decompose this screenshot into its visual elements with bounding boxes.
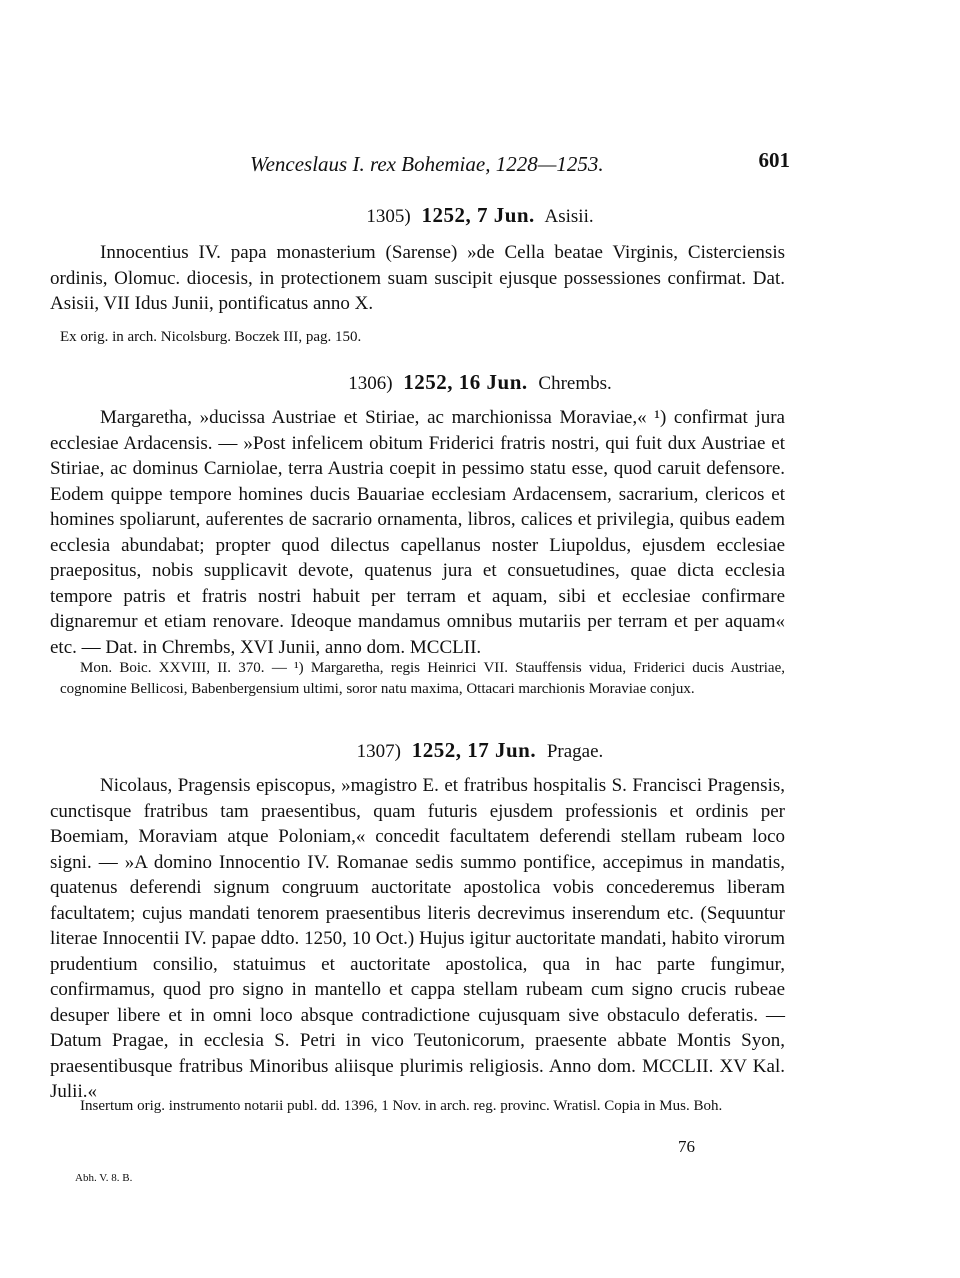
- entry-paragraph: Innocentius IV. papa monasterium (Sarense) »de Cella beatae Virginis, Cisterciensis ordinis, Olomuc. diocesis, in protectionem suam suscipit ejusque possessiones confirmat. Dat. Asisii, VII Idus Junii, pontificatus anno X.: [50, 242, 785, 314]
- entry-date: 1252, 16 Jun.: [403, 370, 528, 394]
- entry-place: Pragae.: [546, 741, 604, 762]
- entry-date: 1252, 17 Jun.: [411, 738, 537, 762]
- entry-number: 1306): [348, 373, 393, 394]
- running-head: [250, 148, 790, 182]
- sheet-number: 76: [678, 1137, 695, 1156]
- entry-heading: [0, 738, 960, 763]
- entry-paragraph: Margaretha, »ducissa Austriae et Stiriae, ac marchionissa Moraviae,« ¹) confirmat jura ecclesiae Ardacensis. — »Post infelicem obitum Friderici fratris nostri, qui fuit dux Austriae et Stiriae, ac dominus Carniolae, terra Austria coepit in pessimo statu esse, quod caruit defensore. Eodem quippe tempore homines ducis Bauariae ecclesiam Ardacensem, sacrarium, clericos et homines spoliarunt, auferentes de sacrario ornamenta, libros, calices et privilegia, quibus eadem ecclesia abundabat; propter quod dilectus capellanus noster Liupoldus, ejusdem ecclesiae praepositus, nobis supplicavit devote, quatenus jura et consuetudines, quae dicta ecclesia tempore patris et fratris nostri habuit per terram et aquam, sibi et ecclesiae confirmare dignaremur et etiam renovare. Ideoque mandamus omnibus mutariis per terram et per aquam« etc. — Dat. in Chrembs, XVI Junii, anno dom. MCCLII.: [50, 407, 785, 658]
- entry-heading: [0, 203, 960, 228]
- entry-place: Asisii.: [544, 206, 594, 227]
- entry-date: 1252, 7 Jun.: [421, 203, 535, 227]
- running-title: Wenceslaus I. rex Bohemiae, 1228—1253.: [250, 152, 604, 176]
- entry-source: Ex orig. in arch. Nicolsburg. Boczek III, pag. 150.: [60, 329, 362, 345]
- entry-heading: [0, 370, 960, 395]
- entry-text: [50, 240, 785, 317]
- signature-mark: Abh. V. 8. B.: [75, 1172, 133, 1184]
- entry-text: [50, 773, 785, 1105]
- entry-text: [50, 405, 785, 660]
- entry-source: Mon. Boic. XXVIII, II. 370. — ¹) Margaretha, regis Heinrici VII. Stauffensis vidua, Friderici ducis Austriae, cognomine Bellicosi, Babenbergensium ultimi, soror natu maxima, Ottacari marchionis Moraviae conjux.: [60, 660, 785, 697]
- entry-source: Insertum orig. instrumento notarii publ. dd. 1396, 1 Nov. in arch. reg. provinc. Wratisl. Copia in Mus. Boh.: [80, 1098, 723, 1114]
- page-number: 601: [758, 148, 790, 172]
- entry-place: Chrembs.: [538, 373, 612, 394]
- entry-number: 1305): [366, 206, 411, 227]
- entry-number: 1307): [356, 741, 401, 762]
- entry-paragraph: Nicolaus, Pragensis episcopus, »magistro E. et fratribus hospitalis S. Francisci Pragensis, cunctisque fratribus tam praesentibus, quam futuris ejusdem professionis et ordinis per Boemiam, Moraviam atque Poloniam,« concedit facultatem deferendi stellam rubeam loco signi. — »A domino Innocentio IV. Romanae sedis summo pontifice, accepimus in mandatis, quatenus deferendi signum congruum auctoritate apostolica vobis concederemus liberam facultatem; cujus mandati tenorem praesentibus literis decrevimus inserendum etc. (Sequuntur literae Innocentii IV. papae ddto. 1250, 10 Oct.) Hujus igitur auctoritate mandati, habito virorum prudentium consilio, statuimus et auctoritate apostolica, qua in hac parte fungimur, confirmamus, quod pro signo in mantello et cappa stellam rubeam cum signo crucis rubeae desuper libere et in omni loco absque contradictione cujusquam sive obstaculo deferatis. — Datum Pragae, in ecclesia S. Petri in vico Teutonicorum, praesente abbate Montis Syon, praesentibusque fratribus Minoribus aliisque plurimis religiosis. Anno dom. MCCLII. XV Kal. Julii.«: [50, 775, 785, 1102]
